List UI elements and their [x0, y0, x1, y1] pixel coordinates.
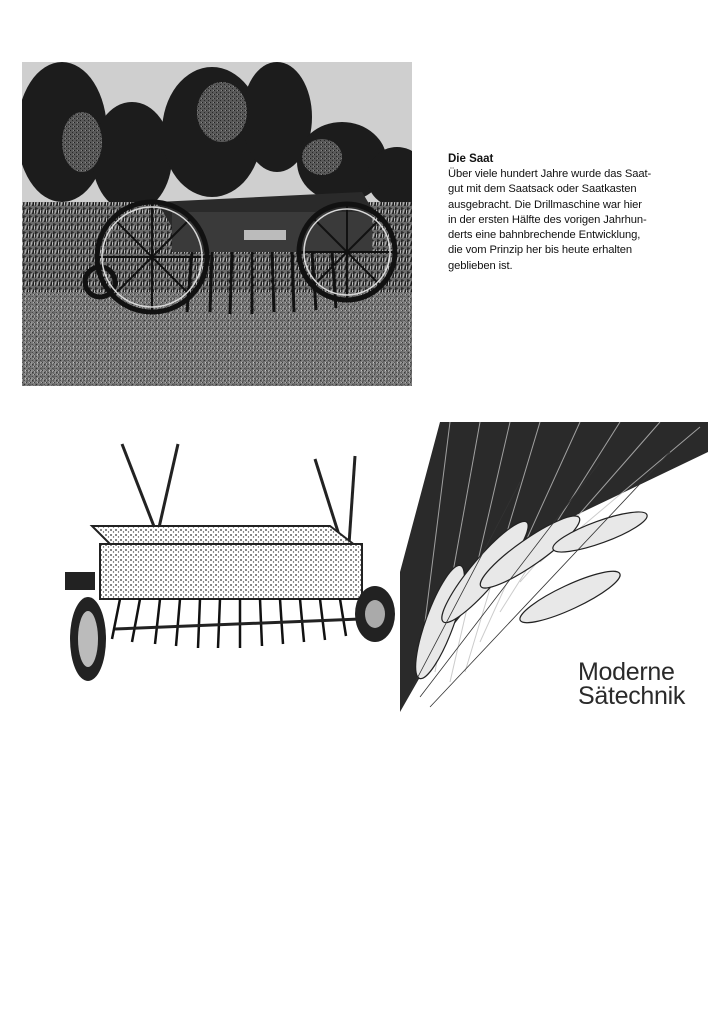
title-line-2: Sätechnik	[578, 682, 686, 710]
page-title	[578, 660, 718, 708]
historic-seed-drill-photo	[22, 62, 412, 386]
modern-seed-drill-photo	[60, 414, 400, 694]
section-heading: Die Saat	[448, 153, 494, 165]
section-body: Über viele hundert Jahre wurde das Saat- gut mit dem Saatsack oder Saatkasten ausgebracht. Die Drillmaschine war hier in der ersten Hälfte des vorigen Jahrhun- derts eine bahnbrechende Entwicklung, die vom Prinzip her bis heute erhalten geblieben ist.	[448, 168, 652, 272]
text-block	[448, 152, 688, 274]
title-line-1: Moderne	[578, 658, 675, 686]
